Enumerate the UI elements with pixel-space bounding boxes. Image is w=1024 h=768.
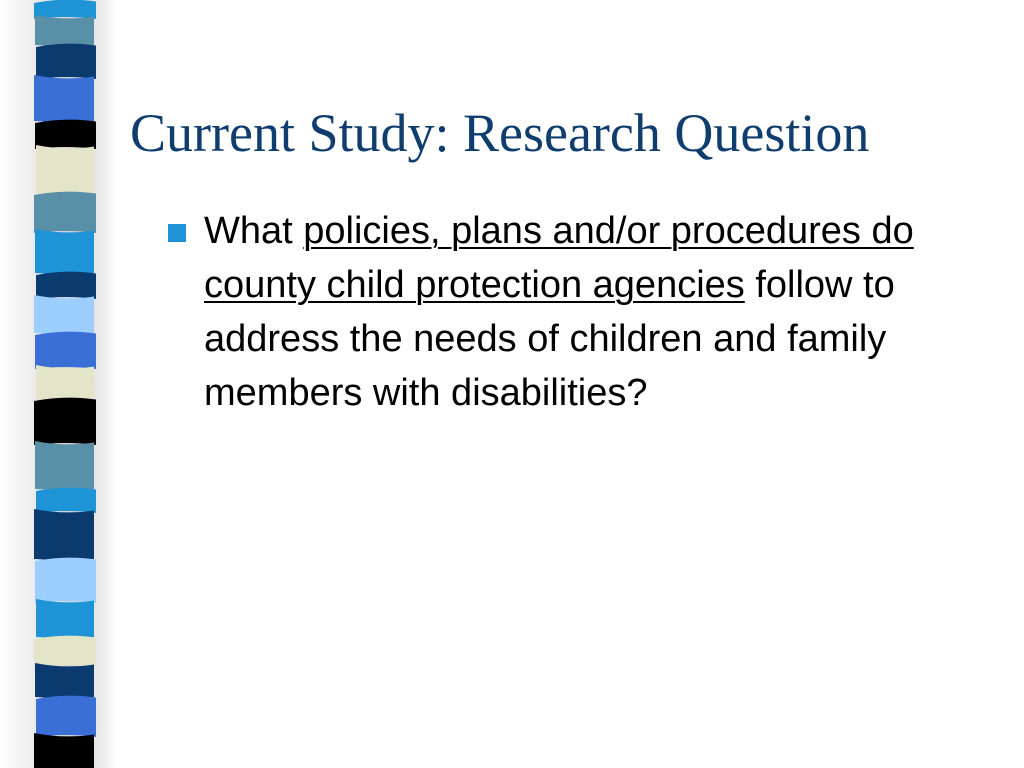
stripe-block (34, 192, 96, 233)
stripe-block (35, 663, 94, 698)
stripe-block (36, 365, 94, 400)
bullet-item (168, 204, 998, 420)
stripe-graphic (0, 0, 118, 768)
bullet-list (168, 204, 998, 420)
stripe-block (36, 145, 94, 194)
slide-title: Current Study: Research Question (130, 103, 870, 163)
square-bullet-icon (168, 224, 186, 242)
stripe-block (34, 398, 96, 445)
stripe-block (36, 599, 94, 638)
stripe-block (36, 44, 96, 79)
stripe-block (34, 636, 96, 667)
bullet-suffix: follow to address the needs of children and family members with disabilities? (204, 264, 895, 414)
stripe-block (35, 558, 96, 603)
stripe-block (35, 332, 96, 369)
bullet-underlined-phrase: policies, plans and/or procedures do county child protection agencies (204, 210, 914, 306)
stripe-block (36, 488, 96, 513)
stripe-block (36, 272, 96, 299)
stripe-block (35, 229, 94, 274)
decorative-stripe (0, 0, 118, 768)
stripe-block (35, 441, 94, 490)
stripe-block (34, 733, 94, 768)
stripe-block (34, 75, 94, 122)
bullet-prefix: What (204, 210, 304, 252)
stripe-block (35, 120, 96, 149)
stripe-block (34, 295, 94, 334)
stripe-block (34, 509, 94, 560)
stripe-block (35, 15, 94, 46)
stripe-block (34, 0, 96, 19)
stripe-block (36, 696, 96, 737)
